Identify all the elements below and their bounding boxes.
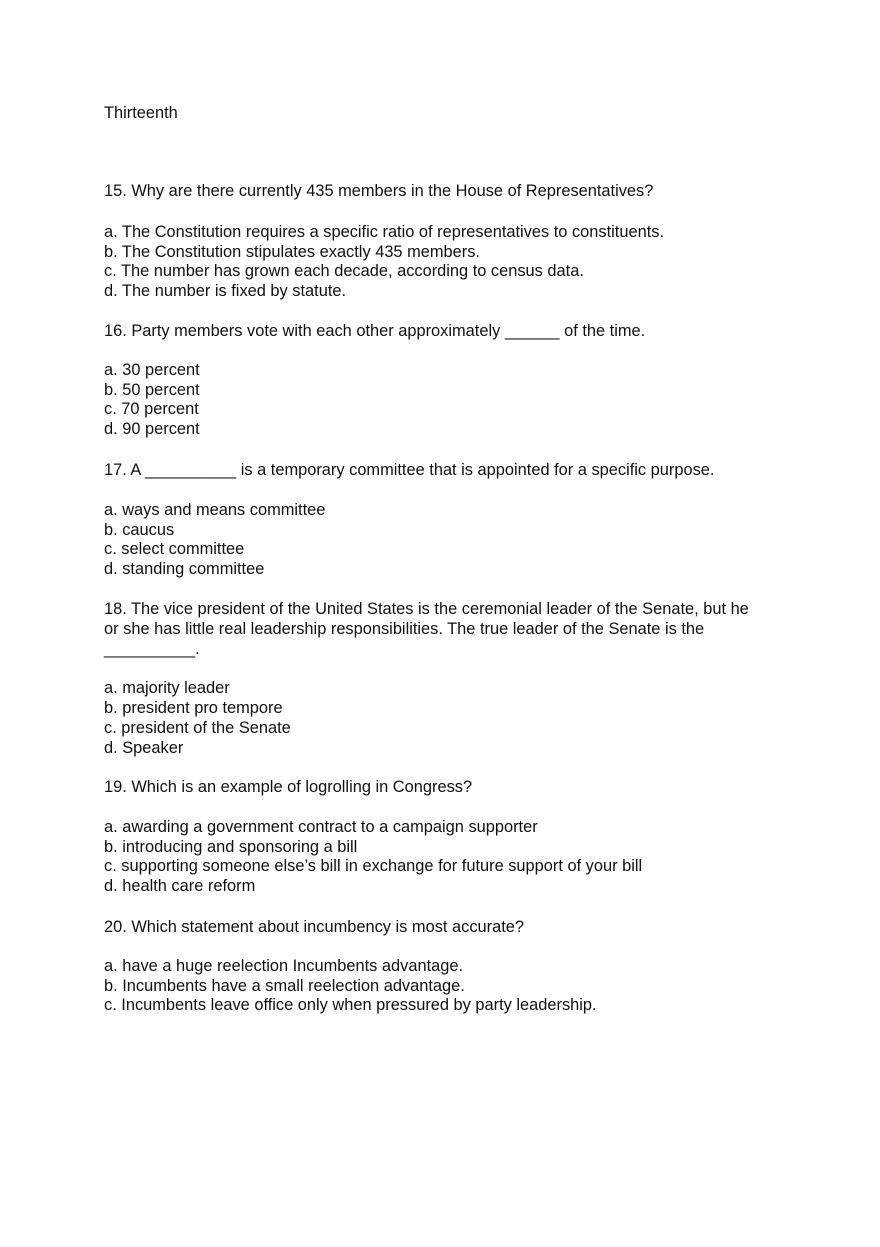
option-b: b. The Constitution stipulates exactly 435 members. [104, 242, 480, 261]
option-b: b. Incumbents have a small reelection advantage. [104, 976, 465, 995]
question-19 [104, 778, 784, 897]
question-20 [104, 918, 784, 1016]
question-18 [104, 600, 766, 759]
option-d: d. 90 percent [104, 420, 200, 439]
question-17 [104, 461, 784, 580]
option-c: c. Incumbents leave office only when pressured by party leadership. [104, 996, 597, 1015]
option-c: c. The number has grown each decade, according to census data. [104, 262, 584, 281]
option-a: a. 30 percent [104, 360, 200, 379]
option-a: a. The Constitution requires a specific ratio of representatives to constituents. [104, 222, 665, 241]
option-b: b. 50 percent [104, 380, 200, 399]
question-text: 19. Which is an example of logrolling in Congress? [104, 778, 473, 796]
option-c: c. president of the Senate [104, 718, 291, 737]
option-a: a. majority leader [104, 679, 230, 698]
option-d: d. Speaker [104, 738, 184, 757]
option-c: c. select committee [104, 540, 245, 559]
question-text: 20. Which statement about incumbency is most accurate? [104, 918, 524, 936]
option-d: d. The number is fixed by statute. [104, 282, 347, 301]
option-b: b. caucus [104, 520, 175, 539]
option-a: a. ways and means committee [104, 500, 326, 519]
option-a: a. awarding a government contract to a campaign supporter [104, 817, 538, 836]
question-text: 18. The vice president of the United States is the ceremonial leader of the Senate, but he or she has little real leadership responsibilities. The true leader of the Senate is the __________. [104, 600, 749, 658]
section-header: Thirteenth [104, 104, 178, 122]
option-b: b. introducing and sponsoring a bill [104, 837, 358, 856]
option-d: d. health care reform [104, 877, 256, 896]
option-a: a. have a huge reelection Incumbents advantage. [104, 956, 464, 975]
option-b: b. president pro tempore [104, 699, 283, 718]
question-text: 16. Party members vote with each other approximately ______ of the time. [104, 322, 646, 340]
option-c: c. supporting someone else’s bill in exchange for future support of your bill [104, 857, 643, 876]
question-16 [104, 322, 784, 440]
option-d: d. standing committee [104, 560, 265, 579]
question-15 [104, 182, 784, 302]
question-text: 15. Why are there currently 435 members in the House of Representatives? [104, 182, 654, 200]
option-c: c. 70 percent [104, 400, 199, 419]
question-text: 17. A __________ is a temporary committee that is appointed for a specific purpose. [104, 461, 715, 479]
